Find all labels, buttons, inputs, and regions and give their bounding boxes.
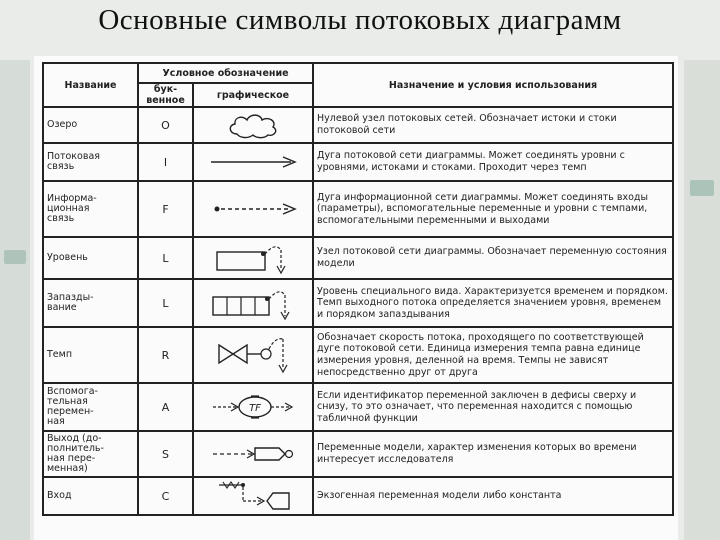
delay-icon xyxy=(203,283,303,323)
symbol-name: Потоковая связь xyxy=(43,143,138,181)
symbol-name: Информа- ционная связь xyxy=(43,181,138,237)
background-decor xyxy=(4,250,26,264)
header-letter: бук- венное xyxy=(138,83,193,107)
header-notation: Условное обозначение xyxy=(138,63,313,83)
symbol-name: Вспомога- тельная перемен- ная xyxy=(43,383,138,431)
symbol-description: Обозначает скорость потока, проходящего по соответствующей дуге потоковой сети. Единица измерения темпа равна единице измерения уровня, деленной на время. Темпы не зависят непосредственно друг от друга xyxy=(313,327,673,383)
table-row xyxy=(43,431,673,477)
symbol-letter: S xyxy=(138,431,193,477)
auxiliary-label: TF xyxy=(249,403,261,414)
symbol-name: Вход xyxy=(43,477,138,515)
symbol-description: Уровень специального вида. Характеризуется временем и порядком. Темп выходного потока определяется значением уровня, временем и порядком запаздывания xyxy=(313,279,673,327)
symbol-description: Дуга информационной сети диаграммы. Может соединять входы (параметры), вспомогательные переменные и уровни с темпами, вспомогательными переменными и выходами xyxy=(313,181,673,237)
table-row xyxy=(43,279,673,327)
cloud-icon xyxy=(223,110,283,140)
symbols-sheet xyxy=(34,56,678,540)
symbol-name: Озеро xyxy=(43,107,138,143)
table-row xyxy=(43,237,673,279)
output-icon xyxy=(203,439,303,469)
symbol-letter: A xyxy=(138,383,193,431)
header-name: Название xyxy=(43,63,138,107)
input-icon xyxy=(203,479,303,513)
symbol-name: Уровень xyxy=(43,237,138,279)
table-row xyxy=(43,477,673,515)
table-row xyxy=(43,383,673,431)
rate-valve-icon xyxy=(203,331,303,379)
background-decor xyxy=(690,180,714,196)
symbols-table xyxy=(42,62,674,516)
symbol-letter: I xyxy=(138,143,193,181)
symbol-letter: L xyxy=(138,237,193,279)
symbol-letter: F xyxy=(138,181,193,237)
symbol-description: Нулевой узел потоковых сетей. Обозначает истоки и стоки потоковой сети xyxy=(313,107,673,143)
background-decor xyxy=(0,60,30,540)
symbol-description: Переменные модели, характер изменения которых во времени интересует исследователя xyxy=(313,431,673,477)
symbol-name: Выход (до- полнитель- ная пере- менная) xyxy=(43,431,138,477)
symbol-name: Темп xyxy=(43,327,138,383)
solid-arrow-icon xyxy=(203,152,303,172)
symbol-description: Дуга потоковой сети диаграммы. Может соединять уровни с уровнями, истоками и стоками. Проходит через темп xyxy=(313,143,673,181)
symbol-letter: L xyxy=(138,279,193,327)
background-decor xyxy=(684,60,720,540)
table-row xyxy=(43,107,673,143)
table-row xyxy=(43,181,673,237)
header-graphic: графическое xyxy=(193,83,313,107)
table-row xyxy=(43,143,673,181)
dashed-arrow-icon xyxy=(203,199,303,219)
auxiliary-icon xyxy=(203,387,303,427)
table-row xyxy=(43,327,673,383)
symbol-description: Узел потоковой сети диаграммы. Обозначает переменную состояния модели xyxy=(313,237,673,279)
symbol-letter: R xyxy=(138,327,193,383)
slide-title: Основные символы потоковых диаграмм xyxy=(98,4,622,36)
level-icon xyxy=(203,240,303,276)
header-purpose: Назначение и условия использования xyxy=(313,63,673,107)
symbol-name: Запазды- вание xyxy=(43,279,138,327)
symbol-description: Экзогенная переменная модели либо константа xyxy=(313,477,673,515)
symbol-letter: O xyxy=(138,107,193,143)
symbol-description: Если идентификатор переменной заключен в дефисы сверху и снизу, то это означает, что переменная находится с помощью табличной функции xyxy=(313,383,673,431)
symbol-letter: C xyxy=(138,477,193,515)
